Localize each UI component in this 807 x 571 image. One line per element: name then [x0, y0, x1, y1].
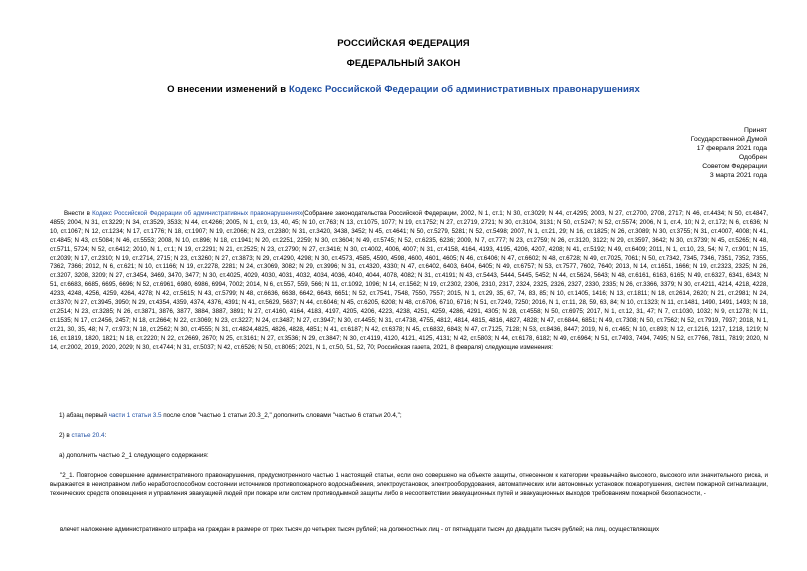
item-2-link[interactable]: статье 20.4	[71, 432, 105, 439]
law-title	[0, 84, 807, 95]
penalty-paragraph: влечет наложение административного штрафа на граждан в размере от трех тысяч до четырех тысяч рублей; на должностных лиц - от пятнадцати тысяч до двадцати тысяч рублей; на лиц, осуществляющих	[60, 526, 660, 533]
item-1-prefix: 1) абзац первый	[59, 412, 109, 419]
adoption-line-2: Государственной Думой	[690, 136, 767, 144]
intro-paragraph	[50, 210, 768, 353]
item-2-text: :	[104, 432, 107, 439]
item-2	[59, 431, 777, 440]
adoption-line-6: 3 марта 2021 года	[709, 172, 767, 180]
law-title-prefix: О внесении изменений в	[167, 84, 289, 95]
intro-text: (Собрание законодательства Российской Федерации, 2002, N 1, ст.1; N 30, ст.3029; N 44, ст.4295; 2003, N 27, ст.2700, 2708, 2717; N 46, ст.4434; N 50, ст.4847, 4855; 2004, N 31, ст.3229; N 34, ст.3529, 3533; N 44, ст.4266; 2005, N 1, ст.9, 13, 40, 45; N 10, ст.763; N 13, ст.1075, 1077; N 19, ст.1752; N 27, ст.2719, 2721; N 30, ст.3104, 3131; N 50, ст.5247; N 52, ст.5574; 2006, N 1, ст.4, 10; N 2, ст.172; N 6, ст.636; N 10, ст.1067; N 12, ст.1234; N 17, ст.1776; N 18, ст.1907; N 19, ст.2066; N 23, ст.2380; N 31, ст.3420, 3438, 3452; N 45, ст.4641; N 50, ст.5279, 5281; N 52, ст.5498; 2007, N 1, ст.21, 29; N 16, ст.1825; N 26, ст.3089; N 30, ст.3755; N 31, ст.4007, 4008; N 41, ст.4845; N 43, ст.5084; N 46, ст.5553; 2008, N 10, ст.896; N 18, ст.1941; N 20, ст.2251, 2259; N 30, ст.3604; N 49, ст.5745; N 52, ст.6235, 6236; 2009, N 7, ст.777; N 23, ст.2759; N 26, ст.3120, 3122; N 29, ст.3597, 3642; N 30, ст.3739; N 45, ст.5265; N 48, ст.5711, 5724; N 52, ст.6412; 2010, N 1, ст.1; N 19, ст.2291; N 21, ст.2525; N 23, ст.2790; N 27, ст.3416; N 30, ст.4002, 4006, 4007; N 31, ст.4158, 4164, 4193, 4195, 4206, 4207, 4208; N 41, ст.5192; N 49, ст.6409; 2011, N 1, ст.10, 23, 54; N 7, ст.901; N 15, ст.2039; N 17, ст.2310; N 19, ст.2714, 2715; N 23, ст.3260; N 27, ст.3873; N 29, ст.4290, 4298; N 30, ст.4573, 4585, 4590, 4598, 4600, 4601, 4605; N 46, ст.6406; N 47, ст.6602; N 48, ст.6728; N 49, ст.7025, 7061; N 50, ст.7342, 7345, 7346, 7351, 7352, 7355, 7362, 7366; 2012, N 6, ст.621; N 10, ст.1166; N 19, ст.2278, 2281; N 24, ст.3069, 3082; N 29, ст.3996; N 31, ст.4320, 4330; N 47, ст.6402, 6403, 6404, 6405; N 49, ст.6757; N 53, ст.7577, 7602, 7640; 2013, N 14, ст.1651, 1666; N 19, ст.2323, 2325; N 26, ст.3207, 3208, 3209; N 27, ст.3454, 3469, 3470, 3477; N 30, ст.4025, 4029, 4030, 4031, 4032, 4034, 4036, 4040, 4044, 4078, 4082; N 31, ст.4191; N 43, ст.5443, 5444, 5445, 5452; N 44, ст.5624, 5643; N 48, ст.6161, 6163, 6165; N 49, ст.6327, 6341, 6343; N 51, ст.6683, 6685, 6695, 6696; N 52, ст.6961, 6980, 6986, 6994, 7002; 2014, N 6, ст.557, 559, 566; N 11, ст.1092, 1096; N 14, ст.1562; N 19, ст.2302, 2306, 2310, 2317, 2324, 2325, 2326, 2327, 2330, 2335; N 26, ст.3366, 3379; N 30, ст.4211, 4214, 4218, 4228, 4233, 4248, 4256, 4259, 4264, 4278; N 42, ст.5615; N 43, ст.5799; N 48, ст.6636, 6638, 6642, 6643, 6651; N 52, ст.7541, 7548, 7550, 7557; 2015, N 1, ст.29, 35, 67, 74, 83, 85; N 10, ст.1405, 1416; N 13, ст.1811; N 18, ст.2614, 2620; N 21, ст.2981; N 24, ст.3370; N 27, ст.3945, 3950; N 29, ст.4354, 4359, 4374, 4376, 4391; N 41, ст.5629, 5637; N 44, ст.6046; N 45, ст.6205, 6208; N 48, ст.6706, 6710, 6716; N 51, ст.7249, 7250; 2016, N 1, ст.11, 28, 59, 63, 84; N 10, ст.1323; N 11, ст.1481, 1490, 1491, 1493; N 18, ст.2514; N 23, ст.3285; N 26, ст.3871, 3876, 3877, 3884, 3887, 3891; N 27, ст.4160, 4164, 4183, 4197, 4205, 4206, 4223, 4238, 4251, 4259, 4286, 4291, 4305; N 28, ст.4558; N 50, ст.6975; 2017, N 1, ст.12, 31, 47; N 7, ст.1030, 1032; N 9, ст.1278; N 11, ст.1535; N 17, ст.2456, 2457; N 18, ст.2664; N 22, ст.3069; N 23, ст.3227; N 24, ст.3487; N 27, ст.3947; N 30, ст.4455; N 31, ст.4738, 4755, 4812, 4814, 4815, 4816, 4827, 4828; N 47, ст.6844, 6851; N 49, ст.7308; N 50, ст.7562; N 52, ст.7919, 7937; 2018, N 1, ст.21, 30, 35, 48; N 7, ст.973; N 18, ст.2562; N 30, ст.4555; N 31, ст.4824,4825, 4826, 4828, 4851; N 41, ст.6187; N 42, ст.6378; N 45, ст.6832, 6843; N 47, ст.7125, 7128; N 53, ст.8436, 8447; 2019, N 6, ст.465; N 10, ст.893; N 12, ст.1216, 1217, 1218, 1219; N 16, ст.1819, 1820, 1821; N 18, ст.2220; N 22, ст.2669, 2670; N 25, ст.3161; N 27, ст.3536; N 29, ст.3847; N 30, ст.4119, 4120, 4121, 4125, 4131; N 42, ст.5803; N 44, ст.6178, 6182; N 49, ст.6964; N 51, ст.7493, 7494, 7495; N 52, ст.7766, 7811, 7819; 2020, N 14, ст.2002, 2019, 2020, 2029; N 30, ст.4744; N 31, ст.5037; N 42, ст.6526; N 50, ст.8065; 2021, N 1, ст.50, 51, 52, 70; Российская газета, 2021, 8 февраля) следующие изменения:	[50, 210, 768, 351]
quoted-part-2-1: "2_1. Повторное совершение административного правонарушения, предусмотренного частью 1 настоящей статьи, если оно совершено на объекте защиты, отнесенном к категории чрезвычайно высокого, высокого или значительного риска, и выражается в неисправном либо неработоспособном состоянии источников противопожарного водоснабжения, электроустановок, электрооборудования, автоматических или автономных установок пожаротушения, систем пожарной сигнализации, технических средств оповещения и управления эвакуацией людей при пожаре или систем противодымной защиты либо в несоответствии эвакуационных путей и эвакуационных выходов требованиям пожарной безопасности, -	[50, 472, 768, 497]
adoption-line-3: 17 февраля 2021 года	[696, 145, 767, 153]
kodeks-intro-link[interactable]: Кодекс Российской Федерации об административных правонарушениях	[92, 210, 303, 217]
adoption-line-4: Одобрен	[738, 154, 767, 162]
intro-prefix: Внести в	[64, 210, 93, 217]
kodeks-title-link[interactable]: Кодекс Российской Федерации об административных правонарушениях	[288, 84, 640, 95]
adoption-line-1: Принят	[743, 127, 767, 134]
item-2-prefix: 2) в	[59, 432, 72, 439]
item-1-link[interactable]: части 1 статьи 3.5	[108, 412, 162, 419]
item-3: а) дополнить частью 2_1 следующего содержания:	[59, 452, 209, 459]
law-type-heading: ФЕДЕРАЛЬНЫЙ ЗАКОН	[346, 58, 461, 69]
adoption-line-5: Советом Федерации	[702, 163, 767, 171]
item-1-text: после слов "частью 1 статьи 20.3_2," дополнить словами "частью 6 статьи 20.4,";	[161, 412, 402, 419]
item-1	[59, 411, 777, 420]
adoption-block	[691, 126, 767, 181]
country-heading: РОССИЙСКАЯ ФЕДЕРАЦИЯ	[337, 38, 470, 49]
